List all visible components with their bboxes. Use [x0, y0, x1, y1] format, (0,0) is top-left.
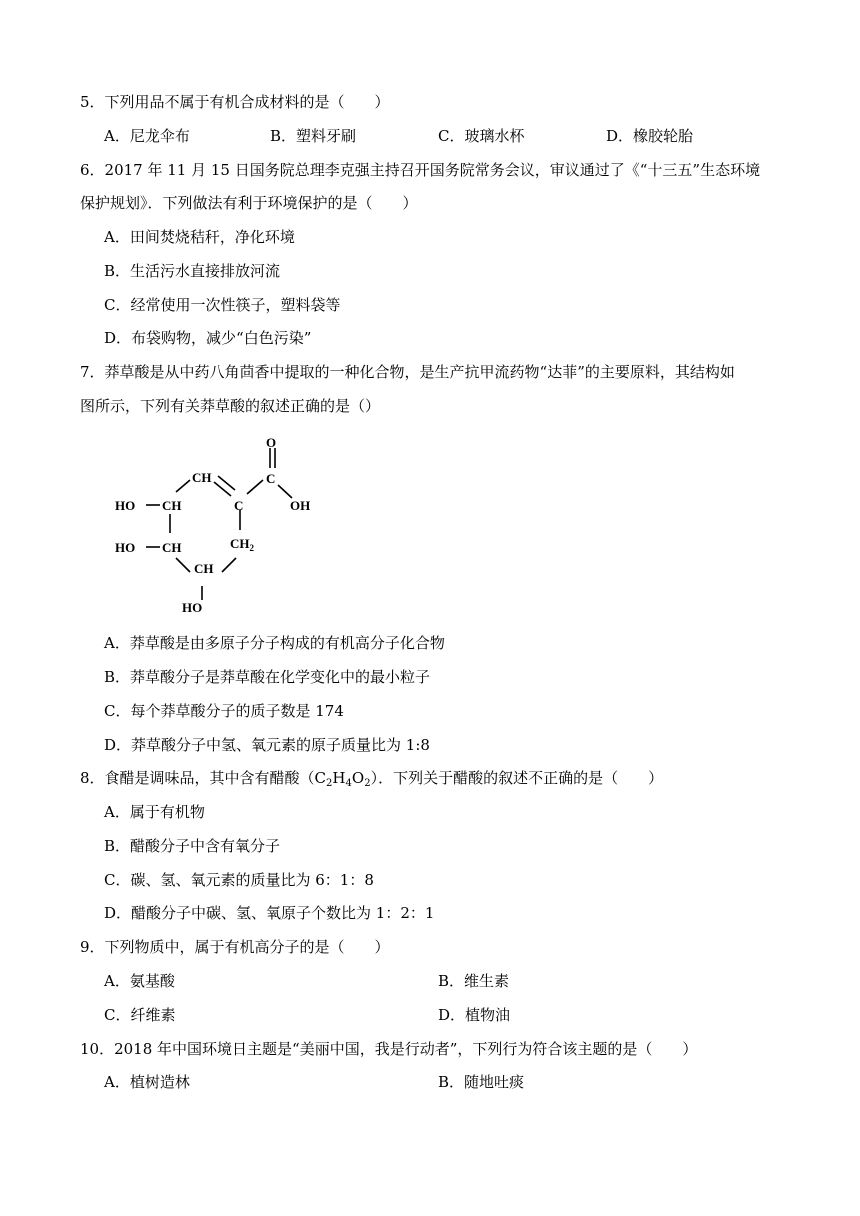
bond-ch-ch [176, 480, 190, 492]
q7-option-a: A．莽草酸是由多原子分子构成的有机高分子化合物 [104, 634, 445, 652]
q6-option-b: B．生活污水直接排放河流 [104, 262, 281, 280]
atom-ch-left-mid: CH [162, 540, 182, 555]
atom-ho-bottom: HO [182, 600, 203, 615]
bond-c-oh [278, 485, 292, 498]
q6-option-a: A．田间焚烧秸秆，净化环境 [104, 228, 295, 246]
q9-option-b: B．维生素 [438, 972, 510, 990]
atom-c-ring: C [234, 498, 244, 513]
q9-option-a: A．氨基酸 [104, 972, 175, 990]
q7-option-b: B．莽草酸分子是莽草酸在化学变化中的最小粒子 [104, 668, 431, 686]
q5-option-b: B．塑料牙刷 [270, 127, 357, 145]
q10-option-b: B．随地吐痰 [438, 1073, 525, 1091]
q7-option-d: D．莽草酸分子中氢、氧元素的原子质量比为 1:8 [104, 736, 430, 754]
question-5-stem: 5．下列用品不属于有机合成材料的是（ ） [80, 93, 390, 111]
atom-c-carboxyl: C [266, 471, 276, 486]
question-7-stem-line1: 7．莽草酸是从中药八角茴香中提取的一种化合物，是生产抗甲流药物“达菲”的主要原料，其结构如 [80, 363, 735, 381]
q8-option-c: C．碳、氢、氧元素的质量比为 6：1：8 [104, 871, 374, 889]
atom-ho-top: HO [115, 498, 136, 513]
question-7-stem-line2: 图所示，下列有关莽草酸的叙述正确的是（） [80, 397, 381, 415]
atom-ho-mid: HO [115, 540, 136, 555]
q7-option-c: C．每个莽草酸分子的质子数是 174 [104, 702, 344, 720]
q9-option-c: C．纤维素 [104, 1006, 176, 1024]
question-8-stem: 8．食醋是调味品，其中含有醋酸$(C_2H_4O_2)$．下列关于醋酸的叙述不正确的是（ ） [80, 769, 664, 789]
q5-option-d: D．橡胶轮胎 [606, 127, 694, 145]
question-10-stem: 10．2018 年中国环境日主题是“美丽中国，我是行动者”，下列行为符合该主题的是（ ） [80, 1040, 698, 1058]
q5-option-a: A．尼龙伞布 [104, 127, 190, 145]
bond-ch2-ch-bottom [222, 558, 236, 572]
atom-ch-top: CH [192, 470, 212, 485]
atom-ch-bottom: CH [194, 561, 214, 576]
question-6-stem-line1: 6．2017 年 11 月 15 日国务院总理李克强主持召开国务院常务会议，审议通过了《“十三五”生态环境 [80, 161, 761, 179]
q8-option-b: B．醋酸分子中含有氧分子 [104, 837, 281, 855]
atom-o-top: O [266, 435, 277, 450]
q5-option-c: C．玻璃水杯 [438, 127, 525, 145]
q8-option-a: A．属于有机物 [104, 803, 205, 821]
question-9-stem: 9．下列物质中，属于有机高分子的是（ ） [80, 938, 390, 956]
bond-c-c [247, 480, 263, 494]
q8-option-d: D．醋酸分子中碳、氢、氧原子个数比为 1：2：1 [104, 904, 435, 922]
question-6-stem-line2: 保护规划》．下列做法有利于环境保护的是（ ） [80, 194, 418, 212]
q6-option-d: D．布袋购物，减少“白色污染” [104, 329, 312, 347]
bond-ch-ch-bottom [176, 558, 190, 572]
q10-option-a: A．植树造林 [104, 1073, 190, 1091]
atom-ch-left-top: CH [162, 498, 182, 513]
atom-ch2: $CH_2$ [230, 536, 254, 553]
shikimic-acid-structure [110, 430, 330, 620]
q9-option-d: D．植物油 [438, 1006, 511, 1024]
atom-oh-carboxyl: OH [290, 498, 311, 513]
q6-option-c: C．经常使用一次性筷子，塑料袋等 [104, 296, 341, 314]
